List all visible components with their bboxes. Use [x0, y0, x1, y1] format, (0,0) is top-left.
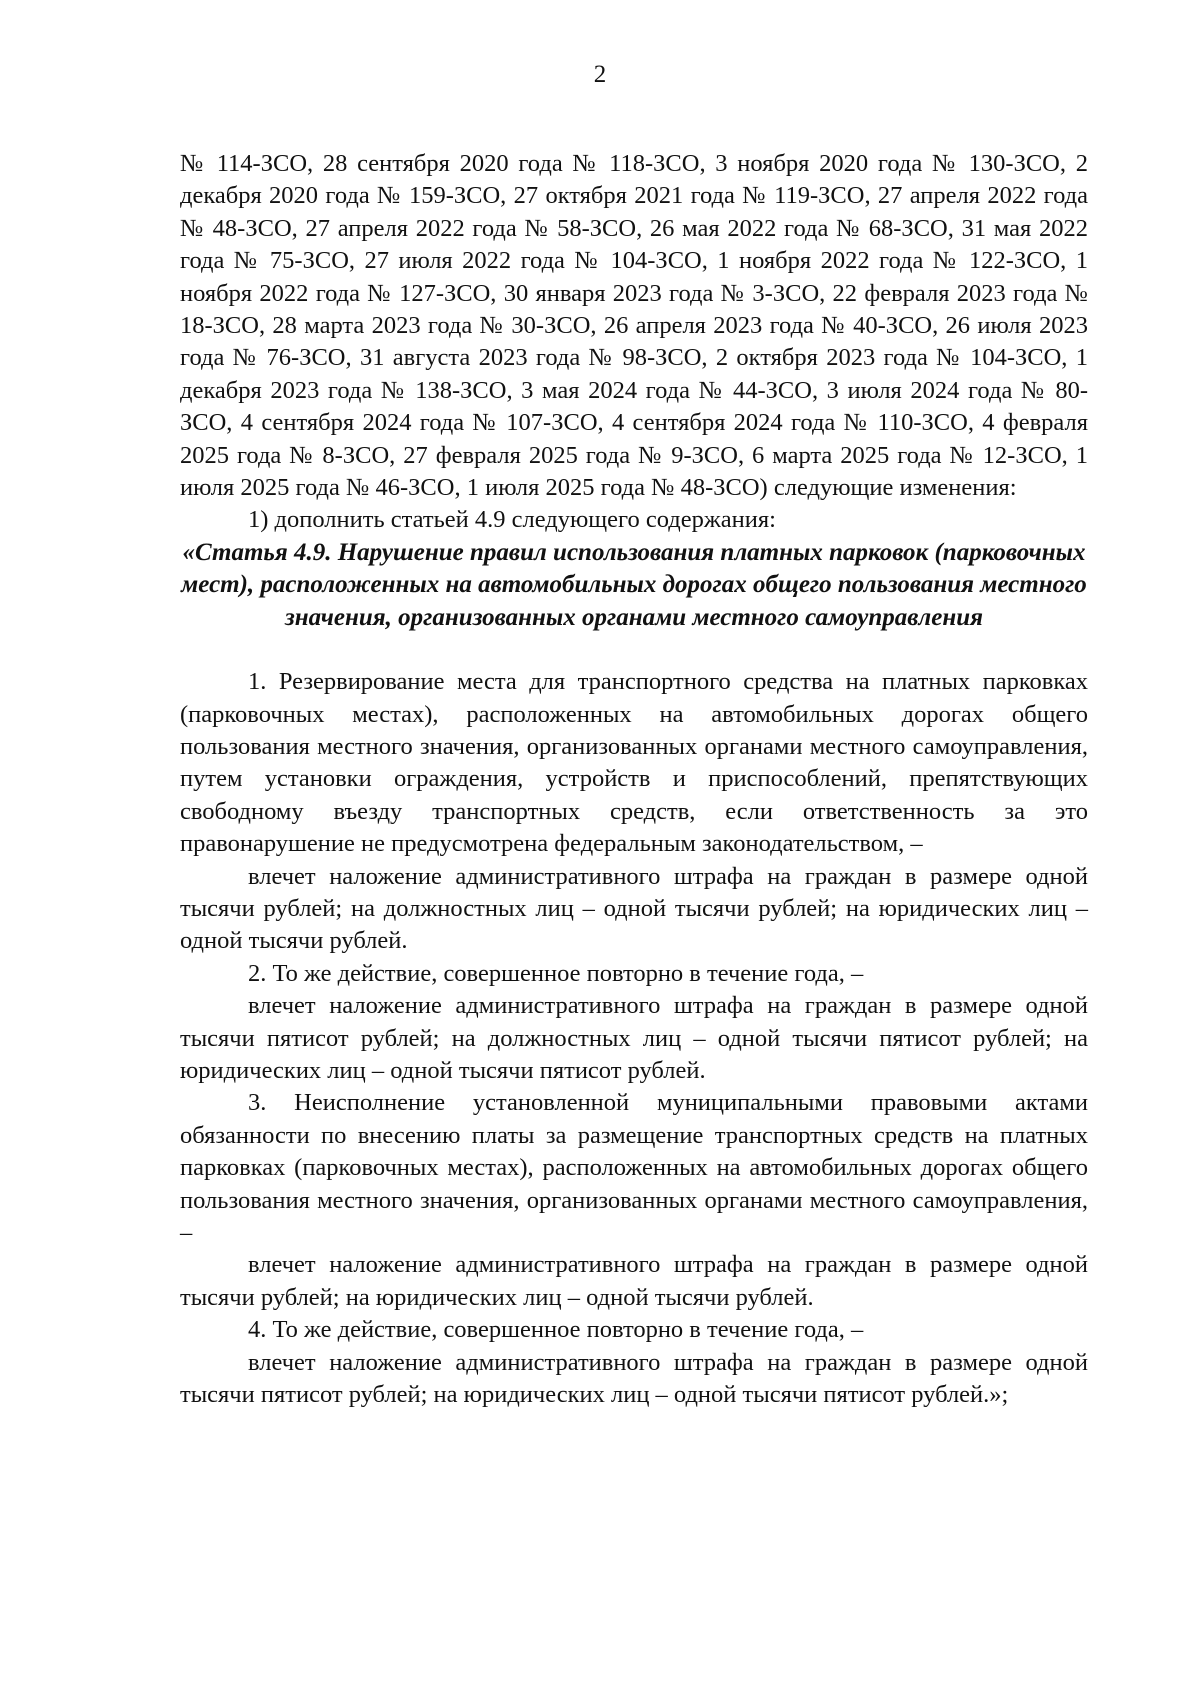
article-title: «Статья 4.9. Нарушение правил использования платных парковок (парковочных мест), расположенных на автомобильных дорогах общего пользования местного значения, организованных органами местного самоуправления	[181, 538, 1087, 631]
clause-1: 1. Резервирование места для транспортного средства на платных парковках (парковочных местах), расположенных на автомобильных дорогах общего пользования местного значения, организованных органами местного самоуправления, путем установки ограждения, устройств и приспособлений, препятствующих свободному въезду транспортных средств, если ответственность за это правонарушение не предусмотрена федеральным законодательством, –	[180, 668, 1088, 858]
intro-paragraph: № 114-ЗСО, 28 сентября 2020 года № 118-ЗСО, 3 ноября 2020 года № 130-ЗСО, 2 декабря 2020 года № 159-ЗСО, 27 октября 2021 года № 119-ЗСО, 27 апреля 2022 года № 48-ЗСО, 27 апреля 2022 года № 58-ЗСО, 26 мая 2022 года № 68-ЗСО, 31 мая 2022 года № 75-ЗСО, 27 июля 2022 года № 104-ЗСО, 1 ноября 2022 года № 122-ЗСО, 1 ноября 2022 года № 127-ЗСО, 30 января 2023 года № 3-ЗСО, 22 февраля 2023 года № 18-ЗСО, 28 марта 2023 года № 30-ЗСО, 26 апреля 2023 года № 40-ЗСО, 26 июля 2023 года № 76-ЗСО, 31 августа 2023 года № 98-ЗСО, 2 октября 2023 года № 104-ЗСО, 1 декабря 2023 года № 138-ЗСО, 3 мая 2024 года № 44-ЗСО, 3 июля 2024 года № 80-ЗСО, 4 сентября 2024 года № 107-ЗСО, 4 сентября 2024 года № 110-ЗСО, 4 февраля 2025 года № 8-ЗСО, 27 февраля 2025 года № 9-ЗСО, 6 марта 2025 года № 12-ЗСО, 1 июля 2025 года № 46-ЗСО, 1 июля 2025 года № 48-ЗСО) следующие изменения:	[180, 150, 1088, 502]
clause-3-penalty: влечет наложение административного штрафа на граждан в размере одной тысячи рублей; на юридических лиц – одной тысячи рублей.	[180, 1251, 1088, 1311]
clause-3: 3. Неисполнение установленной муниципальными правовыми актами обязанности по внесению платы за размещение транспортных средств на платных парковках (парковочных местах), расположенных на автомобильных дорогах общего пользования местного значения, организованных органами местного самоуправления, –	[180, 1089, 1088, 1246]
page-number: 2	[593, 61, 607, 88]
clause-2-penalty: влечет наложение административного штрафа на граждан в размере одной тысячи пятисот рублей; на должностных лиц – одной тысячи пятисот рублей; на юридических лиц – одной тысячи пятисот рублей.	[180, 992, 1088, 1084]
amendment-item-1: 1) дополнить статьей 4.9 следующего содержания:	[248, 506, 776, 534]
clause-4-penalty: влечет наложение административного штрафа на граждан в размере одной тысячи пятисот рублей; на юридических лиц – одной тысячи пятисот рублей.»;	[180, 1348, 1088, 1409]
clause-1-penalty: влечет наложение административного штрафа на граждан в размере одной тысячи рублей; на должностных лиц – одной тысячи рублей; на юридических лиц – одной тысячи рублей.	[180, 862, 1088, 955]
clause-4: 4. То же действие, совершенное повторно в течение года, –	[248, 1316, 864, 1344]
document-body	[180, 148, 1088, 1411]
clause-2: 2. То же действие, совершенное повторно в течение года, –	[248, 959, 864, 987]
